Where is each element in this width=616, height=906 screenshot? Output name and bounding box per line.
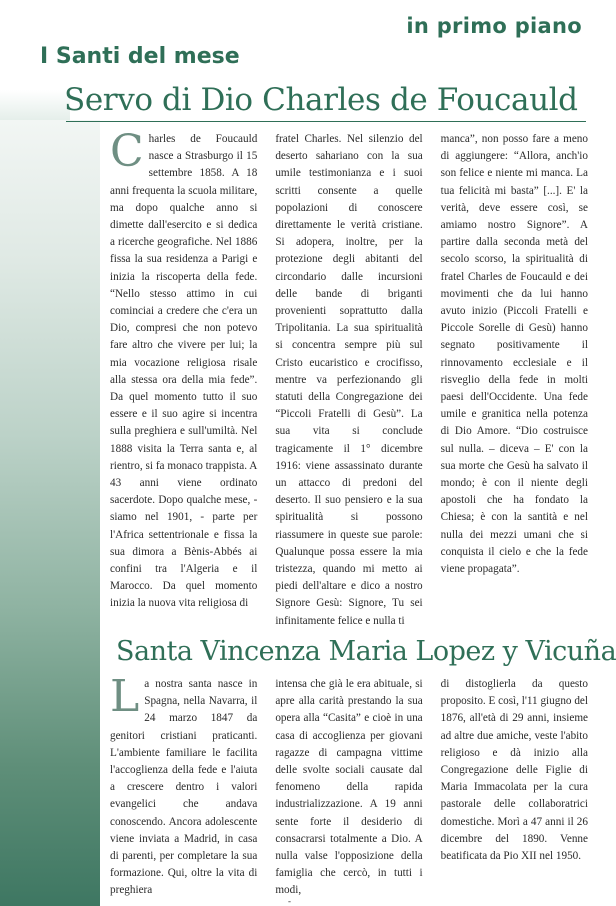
title-underline — [66, 121, 586, 122]
article2-col2-text: intensa che già le era abituale, si apre alla carità prestando la sua opera alla “Casita” e cioè in una casa di accoglienza per giovani ragazze di campagna vittime delle svolte sociali causate dal fenomeno della rapida industrializzazione. A 19 anni sente forte il desiderio di consacrarsi totalmente a Dio. A nulla valse l'opposizione della famiglia che cercò, in tutti i modi, — [275, 678, 423, 897]
article1-col3-text: manca”, non posso fare a meno di aggiungere: “Allora, anch'io son felice e niente mi manca. La tua felicità mi basta” [...]. E' la verità, deve essere così, se amiamo nostro Signore”. A partire dalla seconda metà del secolo scorso, la spiritualità di fratel Charles de Foucauld e dei movimenti che da lui hanno avuto inizio (Piccoli Fratelli e Piccole Sorelle di Gesù) hanno segnato positivamente il rinnovamento ecclesiale e il risveglio della fede in molti paesi dell'Occidente. Una fede umile e granitica nella potenza di Dio Amore. “Dio costruisce sul nulla. – diceva – E' con la sua morte che Gesù ha salvato il mondo; è con il niente degli apostoli che ha fondato la Chiesa; è con la santità e nel nulla dei mezzi umani che si conquista il cielo e che la fede viene propagata”. — [440, 133, 588, 576]
article1-column-2 — [275, 131, 422, 629]
page-mark: - — [288, 896, 291, 906]
article1-column-1 — [110, 126, 258, 629]
column-title: I Santi del mese — [40, 44, 240, 69]
article2-col3-text: di distoglierla da questo proposito. E così, l'11 giugno del 1876, all'età di 29 anni, insieme ad altre due amiche, veste l'abito religioso e dà inizio alla Congregazione delle Figlie di Maria Immacolata per la cura pastorale delle collaboratrici domestiche. Morì a 47 anni il 26 dicembre del 1890. Venne beatificata da Pio XII nel 1950. — [440, 678, 588, 863]
article1-col2-text: fratel Charles. Nel silenzio del deserto sahariano con la sua umile testimonianza e i suoi scritti consente a quelle popolazioni di conoscere direttamente le verità cristiane. Si adopera, inoltre, per la protezione degli abitanti del circondario dalle incursioni delle bande di briganti provenienti soprattutto dalla Tripolitania. La sua spiritualità si concentra sempre più sul Cristo eucaristico e crocifisso, mentre va perfezionando gli statuti della Congregazione dei “Piccoli Fratelli di Gesù”. La sua vita si conclude tragicamente il 1° dicembre 1916: viene assassinato durante un attacco di predoni del deserto. Il suo pensiero e la sua spiritualità si possono riassumere in queste sue parole: Qualunque possa essere la mia tristezza, quando mi metto ai piedi dell'altare e dico a nostro Signore Gesù: Signore, Tu sei infinitamente felice e nulla ti — [275, 133, 423, 627]
article2-column-1 — [110, 671, 258, 897]
section-tag: in primo piano — [406, 14, 582, 38]
article2-col1-text: a nostra santa nasce in Spagna, nella Navarra, il 24 marzo 1847 da genitori cristiani praticanti. L'ambiente familiare le facilita l'accoglienza della fede e l'aiuta a crescere dentro i valori evangelici che andava conoscendo. Ancora adolescente viene inviata a Madrid, in casa di parenti, per completare la sua formazione. Qui, oltre la vita di preghiera — [110, 678, 258, 897]
article2-column-2 — [275, 676, 423, 897]
article2-dropcap: L — [110, 671, 140, 722]
article1-column-3 — [441, 131, 588, 629]
article1-title: Servo di Dio Charles de Foucauld — [64, 82, 578, 118]
article2-column-3 — [441, 676, 588, 890]
decorative-green-band — [0, 120, 100, 906]
article2-title: Santa Vincenza Maria Lopez y Vicuña — [116, 636, 616, 667]
article1-col1-text: harles de Foucauld nasce a Strasburgo il 15 settembre 1858. A 18 anni frequenta la scuola militare, ma dopo qualche anno si dimette dall'esercito e si dedica a ricerche geografiche. Nel 1886 fissa la sua residenza a Parigi e inizia la riscoperta della fede. “Nello stesso attimo in cui cominciai a credere che c'era un Dio, compresi che non potevo fare altro che vivere per lui; la mia vocazione religiosa risale alla stessa ora della mia fede”. Da quel momento tutto il suo essere e il suo agire si incentra sulla preghiera e sull'umiltà. Nel 1888 visita la Terra santa e, al rientro, si fa monaco trappista. A 43 anni viene ordinato sacerdote. Dopo qualche mese, - siamo nel 1901, - parte per l'Africa settentrionale e fissa la sua dimora a Bènis-Abbés ai confini tra l'Algeria e il Marocco. Da quel momento inizia la nuova vita religiosa di — [110, 133, 258, 610]
article2-body — [110, 671, 588, 897]
article1-body — [110, 126, 588, 629]
article1-dropcap: C — [110, 126, 144, 177]
